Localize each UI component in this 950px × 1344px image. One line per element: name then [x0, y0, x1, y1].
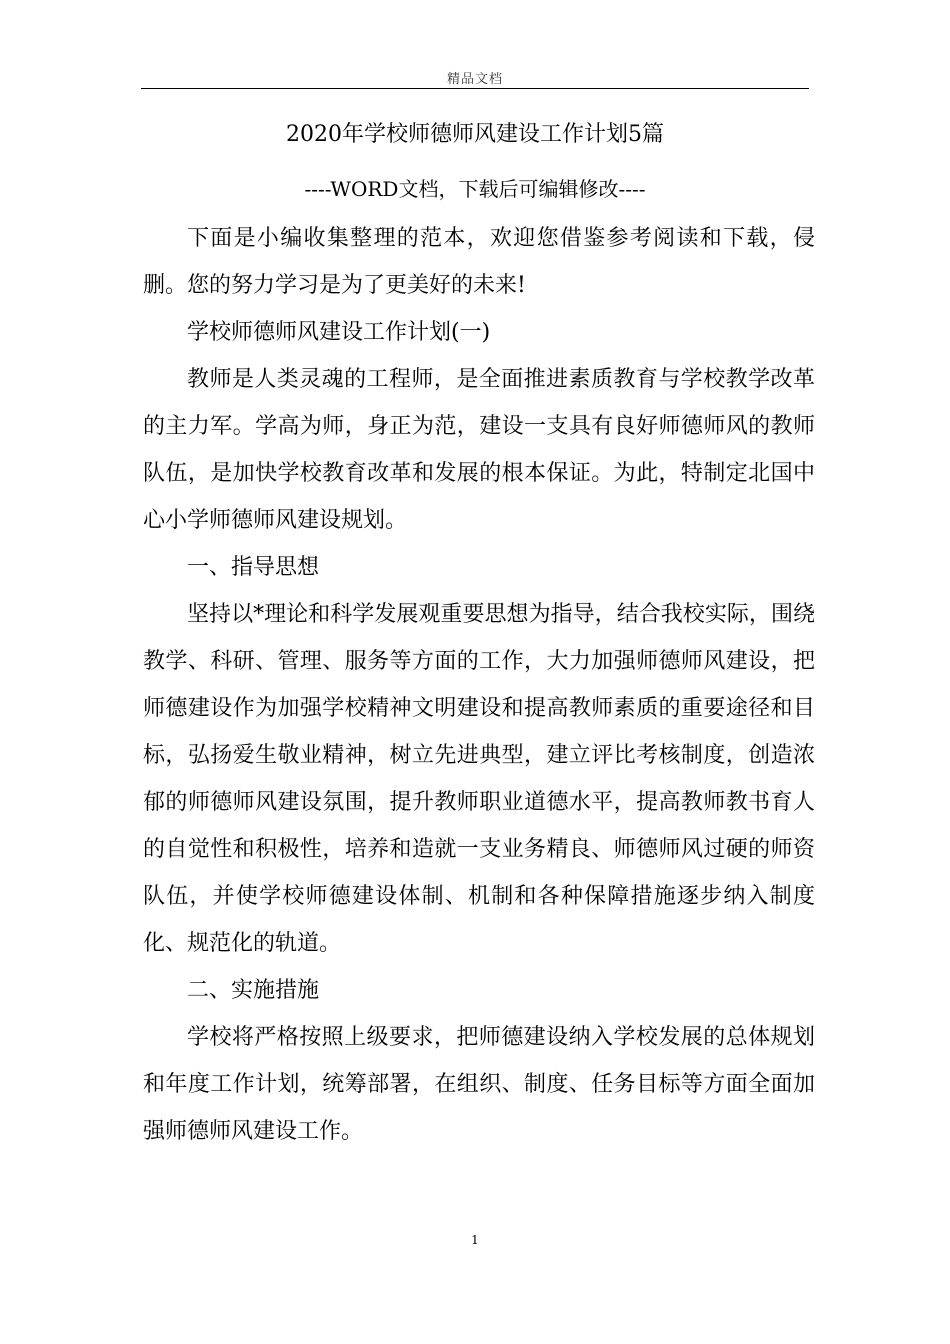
section-heading: 二、实施措施 — [187, 978, 320, 1003]
document-title: 2020年学校师德师风建设工作计划5篇 — [286, 122, 664, 147]
body-paragraph: 学校将严格按照上级要求，把师德建设纳入学校发展的总体规划和年度工作计划，统筹部署，在组织、制度、任务目标等方面全面加强师德师风建设工作。 — [143, 1025, 815, 1144]
section-heading: 一、指导思想 — [187, 555, 320, 580]
body-paragraph: 教师是人类灵魂的工程师，是全面推进素质教育与学校教学改革的主力军。学高为师，身正为范，建设一支具有良好师德师风的教师队伍，是加快学校教育改革和发展的根本保证。为此，特制定北国中心小学师德师风建设规划。 — [143, 367, 815, 533]
page-header: 精品文档 — [446, 72, 503, 87]
document-body — [143, 215, 815, 1155]
header-divider — [141, 88, 809, 89]
section-heading: 学校师德师风建设工作计划(一) — [187, 320, 491, 345]
intro-paragraph: 下面是小编收集整理的范本，欢迎您借鉴参考阅读和下载，侵删。您的努力学习是为了更美好的未来! — [143, 226, 815, 298]
body-paragraph: 坚持以*理论和科学发展观重要思想为指导，结合我校实际，围绕教学、科研、管理、服务等方面的工作，大力加强师德师风建设，把师德建设作为加强学校精神文明建设和提高教师素质的重要途径和目标，弘扬爱生敬业精神，树立先进典型，建立评比考核制度，创造浓郁的师德师风建设氛围，提升教师职业道德水平，提高教师教书育人的自觉性和积极性，培养和造就一支业务精良、师德师风过硬的师资队伍，并使学校师德建设体制、机制和各种保障措施逐步纳入制度化、规范化的轨道。 — [143, 602, 815, 956]
document-subtitle: ----WORD文档，下载后可编辑修改---- — [304, 177, 646, 201]
page-number: 1 — [471, 1233, 479, 1247]
